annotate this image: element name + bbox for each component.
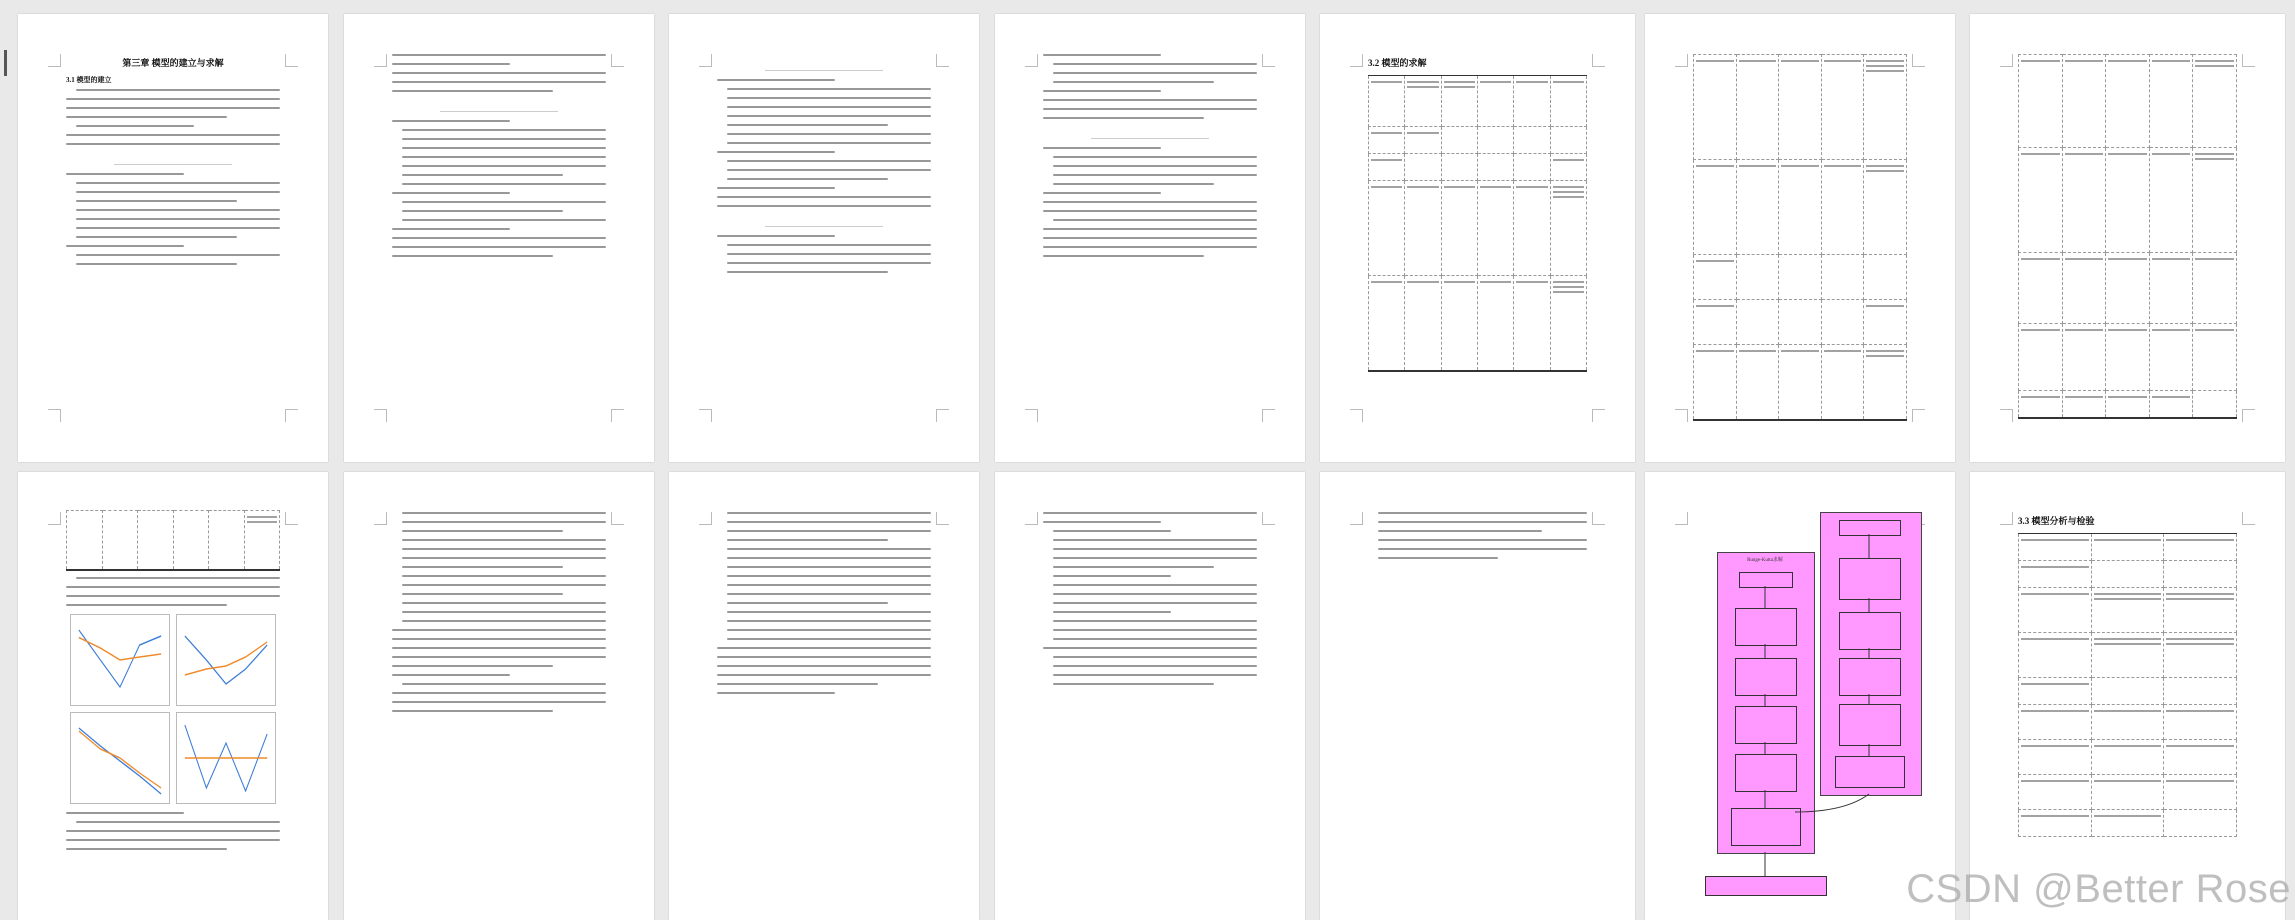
chapter-title: 第三章 模型的建立与求解 bbox=[122, 58, 224, 68]
plot-2 bbox=[176, 614, 276, 706]
page-thumbnail-6[interactable] bbox=[1645, 14, 1955, 462]
page-thumbnail-2[interactable] bbox=[344, 14, 654, 462]
section-heading: 3.3 模型分析与检验 bbox=[2018, 516, 2095, 526]
page-thumbnail-10[interactable] bbox=[669, 472, 979, 920]
plot-3 bbox=[70, 712, 170, 804]
sidebar-divider bbox=[4, 50, 7, 76]
page-thumbnail-8[interactable] bbox=[18, 472, 328, 920]
line-plots bbox=[70, 614, 276, 804]
page-thumbnail-7[interactable] bbox=[1970, 14, 2285, 462]
page-thumbnail-4[interactable] bbox=[995, 14, 1305, 462]
results-table bbox=[1368, 75, 1587, 372]
page-thumbnail-14[interactable] bbox=[1970, 472, 2285, 920]
page-thumbnail-11[interactable] bbox=[995, 472, 1305, 920]
page-thumbnail-3[interactable] bbox=[669, 14, 979, 462]
page-thumbnail-13[interactable] bbox=[1645, 472, 1955, 920]
section-heading: 3.1 模型的建立 bbox=[66, 76, 112, 84]
plot-4 bbox=[176, 712, 276, 804]
flowchart-title: Runge-Kutta求解 bbox=[1747, 558, 1783, 563]
page-thumbnail-1[interactable] bbox=[18, 14, 328, 462]
plot-1 bbox=[70, 614, 170, 706]
page-thumbnail-12[interactable] bbox=[1320, 472, 1635, 920]
analysis-table bbox=[2018, 533, 2237, 837]
watermark: CSDN @Better Rose bbox=[1906, 867, 2291, 911]
section-heading: 3.2 模型的求解 bbox=[1368, 58, 1427, 68]
page-thumbnail-9[interactable] bbox=[344, 472, 654, 920]
page-thumbnail-5[interactable] bbox=[1320, 14, 1635, 462]
